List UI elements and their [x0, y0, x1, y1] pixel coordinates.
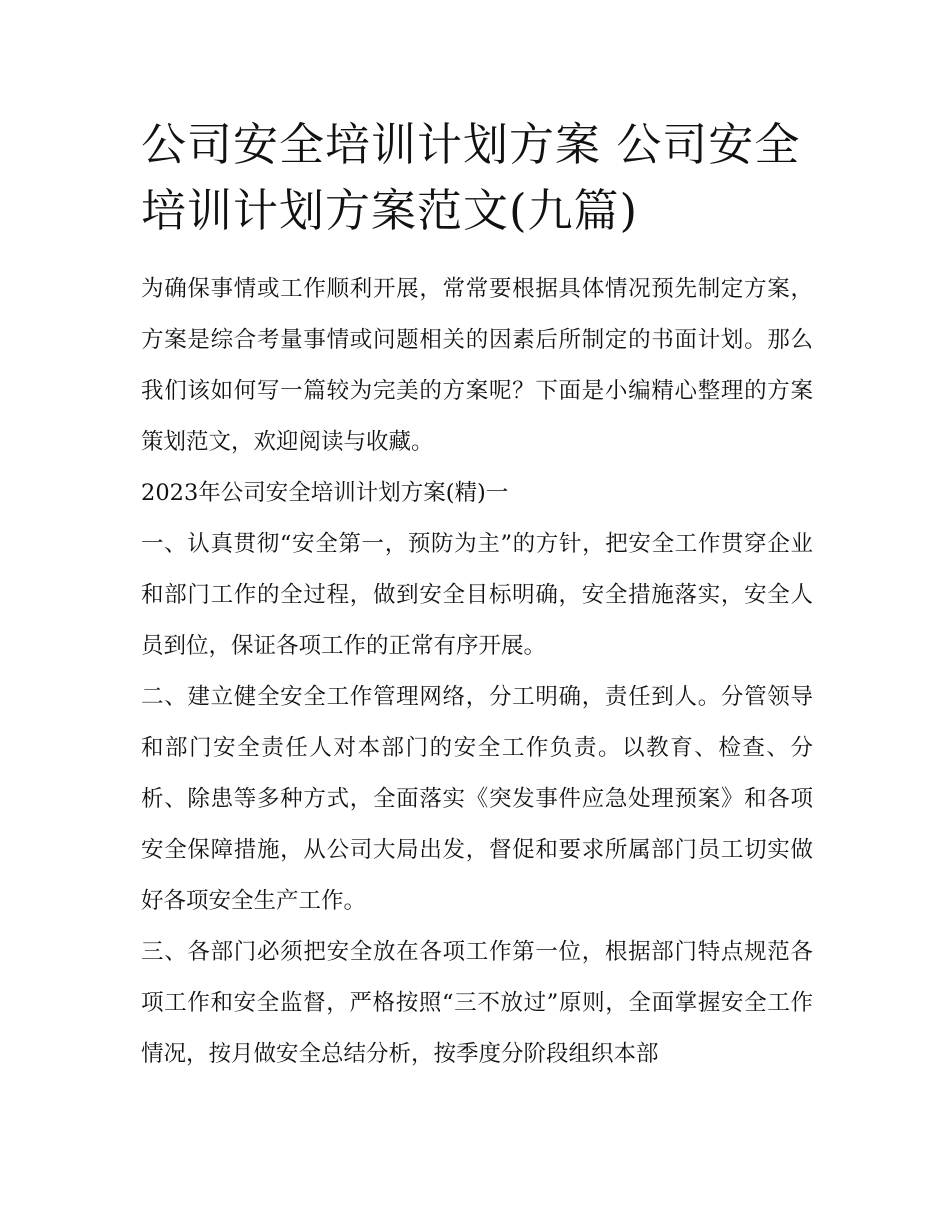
item-paragraph-3: 三、各部门必须把安全放在各项工作第一位，根据部门特点规范各项工作和安全监督，严格按照“三不放过”原则，全面掌握安全工作情况，按月做安全总结分析，按季度分阶段组织本部 — [141, 939, 813, 1067]
document-title: 公司安全培训计划方案 公司安全培训计划方案范文(九篇) — [141, 118, 801, 237]
intro-paragraph: 为确保事情或工作顺利开展，常常要根据具体情况预先制定方案，方案是综合考量事情或问题相关的因素后所制定的书面计划。那么我们该如何写一篇较为完美的方案呢？下面是小编精心整理的方案策划范文，欢迎阅读与收藏。 — [141, 276, 813, 455]
document-page — [141, 112, 813, 1080]
item-paragraph-1: 一、认真贯彻“安全第一，预防为主”的方针，把安全工作贯穿企业和部门工作的全过程，做到安全目标明确，安全措施落实，安全人员到位，保证各项工作的正常有序开展。 — [141, 531, 813, 659]
item-paragraph-2: 二、建立健全安全工作管理网络，分工明确，责任到人。分管领导和部门安全责任人对本部门的安全工作负责。以教育、检查、分析、除患等多种方式，全面落实《突发事件应急处理预案》和各项安全保障措施，从公司大局出发，督促和要求所属部门员工切实做好各项安全生产工作。 — [141, 684, 813, 914]
section-heading: 2023年公司安全培训计划方案(精)一 — [141, 480, 509, 506]
